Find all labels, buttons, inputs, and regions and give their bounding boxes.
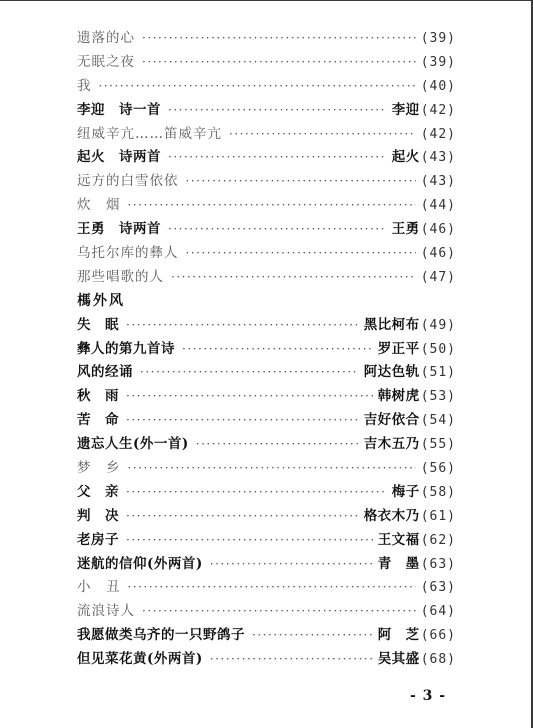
entry-page: (64) [420, 604, 456, 620]
entry-title: 远方的白雪依依 [77, 173, 179, 190]
entry-page: (40) [420, 78, 456, 94]
entry-author: 吉好依合 [363, 412, 420, 429]
entry-title: 遗忘人生(外一首) [77, 436, 189, 453]
entry-title: 乌托尔库的彝人 [77, 245, 179, 262]
dot-leader [186, 170, 416, 194]
page-number: - 3 - [410, 688, 447, 704]
toc-entry [77, 266, 456, 290]
entry-author: 起火 [391, 149, 420, 166]
toc-entry [77, 27, 456, 51]
dot-leader [171, 266, 416, 290]
entry-author: 黑比柯布 [363, 316, 420, 333]
dot-leader [128, 194, 416, 218]
entry-page: (39) [420, 54, 456, 70]
entry-author: 格衣木乃 [363, 507, 420, 524]
entry-title: 判 决 [77, 507, 119, 524]
entry-title: 我 [77, 77, 92, 94]
toc-entry [77, 433, 456, 457]
entry-page: (53) [420, 389, 456, 405]
dot-leader [126, 385, 373, 409]
section-heading [77, 290, 456, 314]
entry-page: (61) [420, 508, 456, 524]
entry-author: 阿达色轨 [363, 364, 420, 381]
toc-entry [77, 51, 456, 75]
dot-leader [168, 99, 387, 123]
entry-title: 遗落的心 [77, 30, 135, 46]
entry-page: (42) [420, 126, 456, 142]
entry-title: 流浪诗人 [77, 603, 135, 620]
toc-entry [77, 242, 456, 266]
toc-entry [77, 505, 456, 529]
entry-page: (55) [420, 437, 456, 453]
toc-entry [77, 600, 456, 624]
entry-page: (44) [420, 198, 456, 214]
dot-leader [126, 529, 373, 553]
toc-entry [77, 75, 456, 99]
entry-title: 炊 烟 [77, 197, 121, 214]
toc-entry [77, 99, 456, 123]
entry-page: (50) [420, 341, 456, 357]
dot-leader [196, 433, 359, 457]
toc-entry [77, 457, 456, 481]
toc-entry [77, 648, 456, 672]
entry-title: 老房子 [77, 531, 119, 548]
toc-entry [77, 385, 456, 409]
entry-page: (47) [420, 269, 456, 285]
entry-title: 李迎 诗一首 [77, 101, 161, 118]
entry-author: 吴其盛 [377, 651, 420, 668]
entry-author: 王勇 [391, 221, 420, 238]
dot-leader [210, 553, 373, 577]
toc-entry [77, 146, 456, 170]
toc-entry [77, 218, 456, 242]
entry-page: (46) [420, 222, 456, 238]
entry-title: 起火 诗两首 [77, 149, 161, 166]
toc-entry [77, 170, 456, 194]
entry-page: (63) [420, 556, 456, 572]
toc-entry [77, 314, 456, 338]
entry-page: (46) [420, 246, 456, 262]
entry-page: (63) [420, 580, 456, 596]
entry-page: (56) [420, 461, 456, 477]
entry-author: 王文福 [377, 531, 420, 548]
table-of-contents [77, 27, 456, 672]
entry-page: (49) [420, 317, 456, 333]
toc-entry [77, 576, 456, 600]
dot-leader [128, 457, 416, 481]
dot-leader [252, 624, 373, 648]
entry-author: 罗正平 [377, 340, 420, 357]
entry-page: (66) [420, 628, 456, 644]
entry-title: 苦 命 [77, 412, 119, 429]
entry-author: 青 墨 [377, 555, 420, 572]
toc-entry [77, 409, 456, 433]
dot-leader [142, 600, 416, 624]
entry-author: 梅子 [391, 483, 420, 500]
entry-page: (43) [420, 174, 456, 190]
entry-title: 小 丑 [77, 579, 121, 596]
entry-title: 失 眠 [77, 316, 119, 333]
dot-leader [186, 242, 416, 266]
entry-page: (58) [420, 484, 456, 500]
entry-title: 榪外风 [77, 292, 125, 309]
top-border [0, 0, 533, 1]
toc-entry [77, 624, 456, 648]
dot-leader [168, 146, 387, 170]
dot-leader [182, 338, 373, 362]
entry-title: 但见菜花黄(外两首) [77, 651, 203, 668]
entry-page: (43) [420, 150, 456, 166]
entry-author: 李迎 [391, 101, 420, 118]
dot-leader [128, 576, 416, 600]
entry-author: 阿 芝 [377, 627, 420, 644]
dot-leader [99, 75, 416, 99]
dot-leader [142, 27, 416, 51]
entry-author: 吉木五乃 [363, 436, 420, 453]
dot-leader [126, 481, 387, 505]
toc-entry [77, 361, 456, 385]
entry-title: 王勇 诗两首 [77, 221, 161, 238]
dot-leader [210, 648, 373, 672]
dot-leader [140, 361, 359, 385]
dot-leader [126, 314, 359, 338]
toc-entry [77, 553, 456, 577]
toc-entry [77, 123, 456, 147]
entry-title: 风的经诵 [77, 364, 133, 381]
dot-leader [168, 218, 387, 242]
entry-page: (42) [420, 102, 456, 118]
toc-entry [77, 194, 456, 218]
entry-page: (62) [420, 532, 456, 548]
dot-leader [142, 51, 416, 75]
entry-page: (54) [420, 413, 456, 429]
entry-page: (39) [420, 31, 456, 46]
entry-author: 韩树虎 [377, 388, 420, 405]
entry-page: (68) [420, 652, 456, 668]
toc-entry [77, 338, 456, 362]
entry-title: 彝人的第九首诗 [77, 340, 175, 357]
entry-title: 迷航的信仰(外两首) [77, 555, 203, 572]
entry-title: 那些唱歌的人 [77, 268, 164, 285]
dot-leader [126, 505, 359, 529]
toc-entry [77, 481, 456, 505]
entry-title: 梦 乡 [77, 460, 121, 477]
entry-title: 纽威辛亢……笛威辛亢 [77, 125, 222, 142]
entry-title: 秋 雨 [77, 388, 119, 405]
toc-entry [77, 529, 456, 553]
dot-leader [229, 123, 416, 147]
entry-title: 无眠之夜 [77, 53, 135, 70]
entry-title: 我愿做类乌齐的一只野鸽子 [77, 627, 245, 644]
entry-title: 父 亲 [77, 483, 119, 500]
entry-page: (51) [420, 365, 456, 381]
dot-leader [126, 409, 359, 433]
